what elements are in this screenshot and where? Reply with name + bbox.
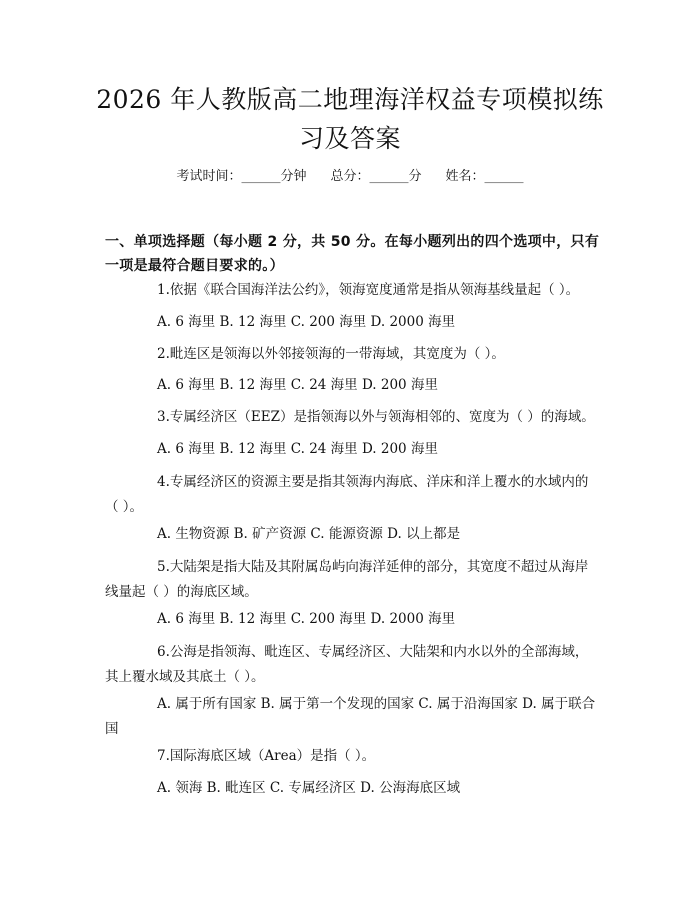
question-text: 毗连区是领海以外邻接领海的一带海域，其宽度为（ ）。 <box>169 346 505 362</box>
question-4 <box>105 470 600 520</box>
question-7-options: A. 领海 B. 毗连区 C. 专属经济区 D. 公海海底区域 <box>157 780 461 796</box>
question-1-options: A. 6 海里 B. 12 海里 C. 200 海里 D. 2000 海里 <box>157 314 456 330</box>
question-text: 大陆架是指大陆及其附属岛屿向海洋延伸的部分，其宽度不超过从海岸线量起（ ）的海底区域。 <box>105 559 589 600</box>
question-number: 3. <box>157 409 170 425</box>
question-text: 国际海底区域（Area）是指（ ）。 <box>169 748 376 764</box>
question-3-options: A. 6 海里 B. 12 海里 C. 24 海里 D. 200 海里 <box>157 441 438 457</box>
question-number: 2. <box>157 346 170 362</box>
question-number: 1. <box>157 282 170 298</box>
question-text: 专属经济区（EEZ）是指领海以外与领海相邻的、宽度为（ ）的海域。 <box>169 409 595 425</box>
total-score-label: 总分：______分 <box>330 169 422 184</box>
question-5-options: A. 6 海里 B. 12 海里 C. 200 海里 D. 2000 海里 <box>157 611 456 627</box>
document-title: 2026 年人教版高二地理海洋权益专项模拟练习及答案 <box>96 85 604 153</box>
question-1 <box>105 278 600 303</box>
question-text: 公海是指领海、毗连区、专属经济区、大陆架和内水以外的全部海域，其上覆水域及其底土（ ）。 <box>105 644 589 685</box>
question-number: 7. <box>157 748 170 764</box>
question-3 <box>105 405 600 430</box>
question-number: 6. <box>157 644 170 660</box>
question-5 <box>105 555 600 605</box>
question-4-options: A. 生物资源 B. 矿产资源 C. 能源资源 D. 以上都是 <box>157 526 461 542</box>
question-2 <box>105 342 600 367</box>
question-6 <box>105 640 600 690</box>
exam-time-label: 考试时间：______分钟 <box>176 169 307 184</box>
question-2-options: A. 6 海里 B. 12 海里 C. 24 海里 D. 200 海里 <box>157 377 438 393</box>
question-7 <box>105 744 600 769</box>
question-text: 专属经济区的资源主要是指其领海内海底、洋床和洋上覆水的水域内的（ ）。 <box>105 474 589 515</box>
question-text: 依据《联合国海洋法公约》，领海宽度通常是指从领海基线量起（ ）。 <box>169 282 580 298</box>
question-6-options: A. 属于所有国家 B. 属于第一个发现的国家 C. 属于沿海国家 D. 属于联合国 <box>105 696 596 737</box>
student-name-label: 姓名：______ <box>445 169 524 184</box>
question-number: 5. <box>157 559 170 575</box>
question-number: 4. <box>157 474 170 490</box>
exam-meta <box>0 168 700 186</box>
section-heading: 一、单项选择题（每小题 2 分，共 50 分。在每小题列出的四个选项中，只有一项是最符合题目要求的。） <box>105 234 600 274</box>
